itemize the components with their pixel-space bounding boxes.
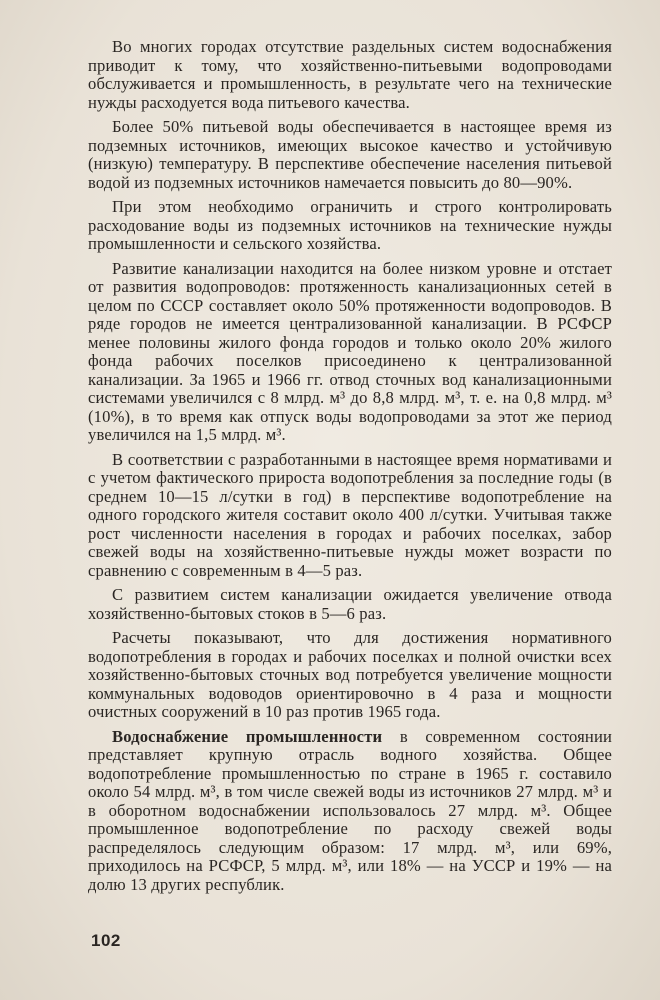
paragraph-7: Расчеты показывают, что для достижения нормативного водопотребления в городах и рабочих поселках и полной очистки всех хозяйственно-бытовых сточных вод потребуется увеличение мощности коммунальных водоводов ориентировочно в 4 раза и мощности очистных сооружений в 10 раз против 1965 года. bbox=[88, 628, 612, 721]
paragraph-3: При этом необходимо ограничить и строго контролировать расходование воды из подземных источников на технические нужды промышленности и сельского хозяйства. bbox=[88, 197, 612, 253]
page-number: 102 bbox=[91, 931, 121, 950]
paragraph-8-text: в современном состоянии представляет крупную отрасль водного хозяйства. Общее водопотребление промышленностью по стране в 1965 г. составило около 54 млрд. м³, в том числе свежей воды из источников 27 млрд. м³ и в оборотном водоснабжении использовалось 27 млрд. м³. Общее промышленное водопотребление по расходу свежей воды распределялось следующим образом: 17 млрд. м³, или 69%, приходилось на РСФСР, 5 млрд. м³, или 18% — на УССР и 19% — на долю 13 других республик. bbox=[88, 726, 613, 894]
section-lead-heading: Водоснабжение промышленности bbox=[112, 726, 383, 746]
paragraph-1: Во многих городах отсутствие раздельных систем водоснабжения приводит к тому, что хозяйственно-питьевыми водопроводами обслуживается и промышленность, в результате чего на технические нужды расходуется вода питьевого качества. bbox=[88, 37, 612, 112]
paragraph-5: В соответствии с разработанными в настоящее время нормативами и с учетом фактического прироста водопотребления за последние годы (в среднем 10—15 л/сутки в год) в перспективе водопотребление на одного городского жителя составит около 400 л/сутки. Учитывая также рост численности населения в городах и рабочих поселках, забор свежей воды на хозяйственно-питьевые нужды может возрасти по сравнению с современным в 4—5 раз. bbox=[88, 449, 612, 580]
paragraph-8 bbox=[88, 728, 612, 895]
paragraph-6: С развитием систем канализации ожидается увеличение отвода хозяйственно-бытовых стоков в 5—6 раз. bbox=[88, 585, 612, 623]
body-text bbox=[88, 38, 612, 900]
paragraph-4: Развитие канализации находится на более низком уровне и отстает от развития водопроводов: протяженность канализационных сетей в целом по СССР составляет около 50% протяженности водопроводов. В ряде городов не имеется централизованной канализации. В РСФСР менее половины жилого фонда городов и только около 20% жилого фонда рабочих поселков присоединено к централизованной канализации. За 1965 и 1966 гг. отвод сточных вод канализационными системами увеличился с 8 млрд. м³ до 8,8 млрд. м³, т. е. на 0,8 млрд. м³ (10%), в то время как отпуск воды водопроводами за этот же период увеличился на 1,5 млрд. м³. bbox=[88, 258, 612, 444]
paragraph-2: Более 50% питьевой воды обеспечивается в настоящее время из подземных источников, имеющих высокое качество и устойчивую (низкую) температуру. В перспективе обеспечение населения питьевой водой из подземных источников намечается повысить до 80—90%. bbox=[88, 117, 612, 192]
